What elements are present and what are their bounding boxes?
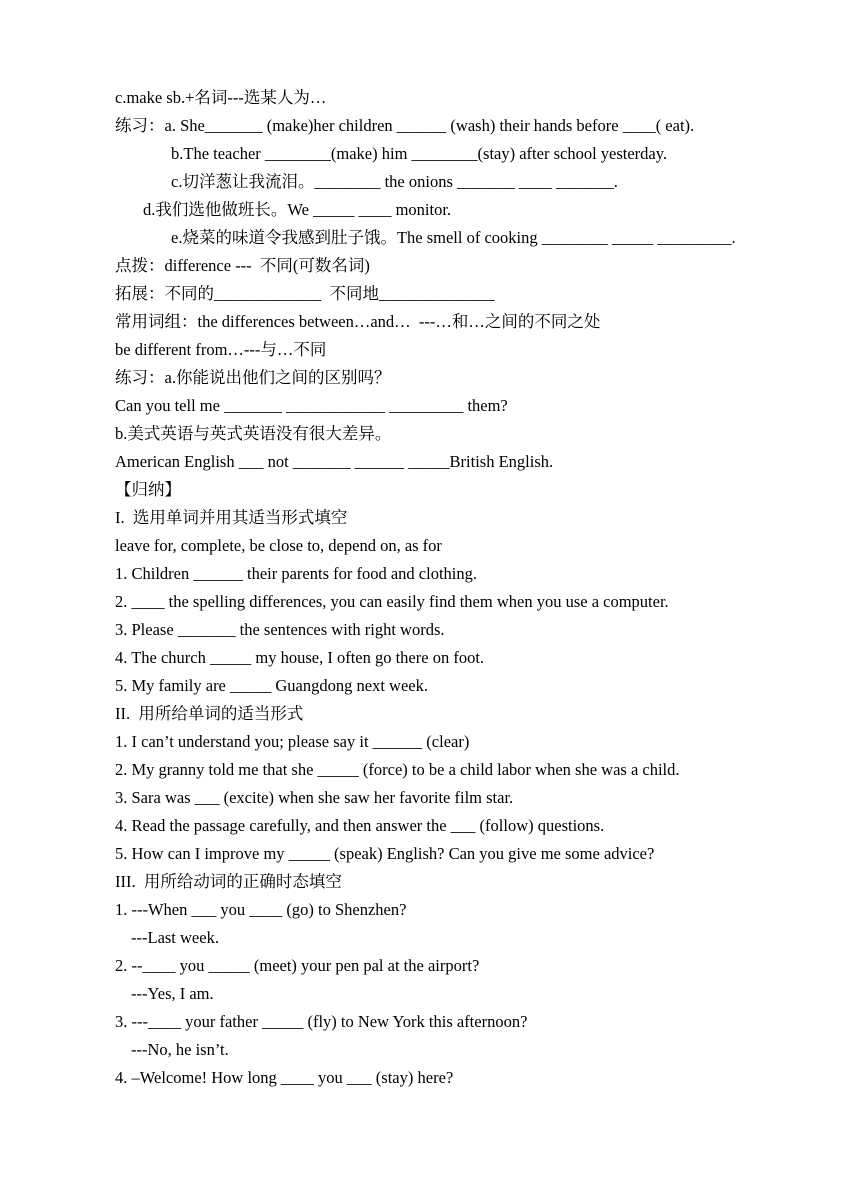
document-line: b.The teacher ________(make) him ________(stay) after school yesterday. [171, 144, 668, 163]
document-line: 常用词组：the differences between…and… ---…和…之间的不同之处 [115, 312, 601, 331]
document-line: 点拨：difference --- 不同(可数名词) [115, 256, 370, 275]
document-line: be different from…---与…不同 [115, 340, 327, 359]
document-line: 拓展：不同的_____________ 不同地______________ [115, 284, 495, 303]
document-line: 1. Children ______ their parents for food and clothing. [115, 564, 478, 583]
document-line: 练习：a. She_______ (make)her children ______ (wash) their hands before ____( eat). [115, 116, 695, 135]
document-line: 5. How can I improve my _____ (speak) English? Can you give me some advice? [115, 844, 655, 863]
document-line: 【归纳】 [115, 480, 181, 499]
document-line: ---No, he isn’t. [131, 1040, 229, 1059]
document-line: e.烧菜的味道令我感到肚子饿。The smell of cooking ________ _____ _________. [171, 228, 736, 247]
document-line: 4. –Welcome! How long ____ you ___ (stay) here? [115, 1068, 454, 1087]
document-line: ---Yes, I am. [131, 984, 214, 1003]
document-line: b.美式英语与英式英语没有很大差异。 [115, 424, 392, 443]
document-line: I. 选用单词并用其适当形式填空 [115, 508, 348, 527]
document-line: 2. ____ the spelling differences, you can easily find them when you use a computer. [115, 592, 669, 611]
document-line: 3. ---____ your father _____ (fly) to New York this afternoon? [115, 1012, 528, 1031]
document-line: 4. Read the passage carefully, and then answer the ___ (follow) questions. [115, 816, 605, 835]
document-line: 5. My family are _____ Guangdong next week. [115, 676, 428, 695]
document-line: 1. I can’t understand you; please say it ______ (clear) [115, 732, 470, 751]
document-line: III. 用所给动词的正确时态填空 [115, 872, 342, 891]
document-line: 3. Please _______ the sentences with right words. [115, 620, 445, 639]
document-line: c.make sb.+名词---选某人为… [115, 88, 327, 107]
document-line: American English ___ not _______ ______ _____British English. [115, 452, 554, 471]
document-line: ---Last week. [131, 928, 219, 947]
document-line: 4. The church _____ my house, I often go there on foot. [115, 648, 485, 667]
document-line: c.切洋葱让我流泪。________ the onions _______ ____ _______. [171, 172, 618, 191]
document-line: 2. --____ you _____ (meet) your pen pal at the airport? [115, 956, 480, 975]
document-line: II. 用所给单词的适当形式 [115, 704, 304, 723]
document-line: 1. ---When ___ you ____ (go) to Shenzhen? [115, 900, 407, 919]
document-line: Can you tell me _______ ____________ _________ them? [115, 396, 508, 415]
document-line: leave for, complete, be close to, depend on, as for [115, 536, 442, 555]
document-line: 3. Sara was ___ (excite) when she saw her favorite film star. [115, 788, 514, 807]
document-line: 练习：a.你能说出他们之间的区别吗？ [115, 368, 391, 387]
document-line: 2. My granny told me that she _____ (force) to be a child labor when she was a child. [115, 760, 680, 779]
document-page [0, 84, 860, 1092]
document-line: d.我们选他做班长。We _____ ____ monitor. [143, 200, 452, 219]
